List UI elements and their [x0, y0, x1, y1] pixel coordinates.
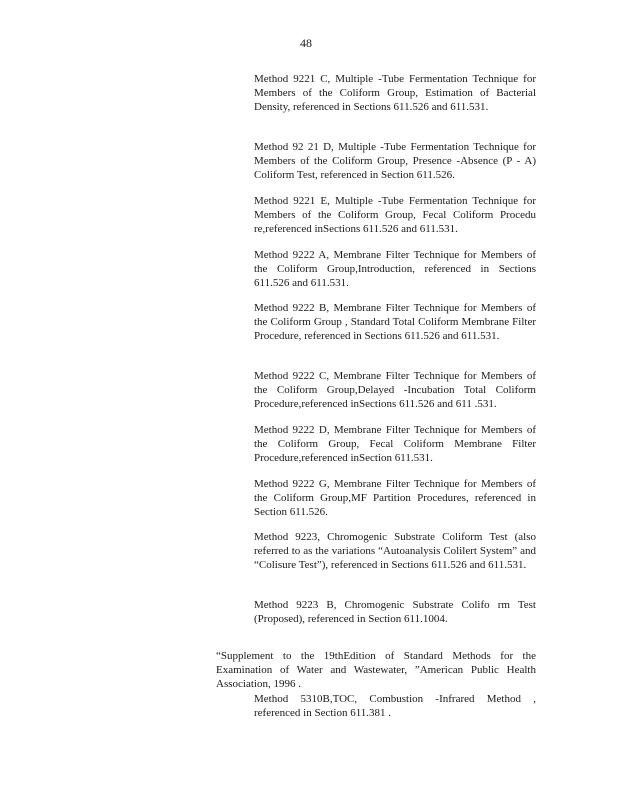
method-entry-9221c: Method 9221 C, Multiple -Tube Fermentation Technique for Members of the Coliform Group, Estimation of Bacterial Density, referenced in Sections 611.526 and 611.531.: [254, 73, 536, 113]
method-entry-9222g: Method 9222 G, Membrane Filter Technique for Members of the Coliform Group,MF Partition Procedures, referenced in Section 611.526.: [254, 478, 536, 518]
method-entry-9222a: Method 9222 A, Membrane Filter Technique for Members of the Coliform Group,Introduction, referenced in Sections 611.526 and 611.531.: [254, 249, 536, 289]
method-entry-9222d: Method 9222 D, Membrane Filter Technique for Members of the Coliform Group, Fecal Coliform Membrane Filter Procedure,referenced inSection 611.531.: [254, 424, 536, 464]
method-entry-9222b: Method 9222 B, Membrane Filter Technique for Members of the Coliform Group , Standard Total Coliform Membrane Filter Procedure, referenced in Sections 611.526 and 611.531.: [254, 302, 536, 342]
method-entry-9223: Method 9223, Chromogenic Substrate Coliform Test (also referred to as the variations “Autoanalysis Colilert System” and “Colisure Test”), referenced in Sections 611.526 and 611.531.: [254, 531, 536, 571]
method-entry-9222c: Method 9222 C, Membrane Filter Technique for Members of the Coliform Group,Delayed -Incubation Total Coliform Procedure,referenced inSections 611.526 and 611 .531.: [254, 370, 536, 410]
method-entry-9221e: Method 9221 E, Multiple -Tube Fermentation Technique for Members of the Coliform Group, Fecal Coliform Procedu re,referenced inSections 611.526 and 611.531.: [254, 195, 536, 235]
method-entry-9221d: Method 92 21 D, Multiple -Tube Fermentation Technique for Members of the Coliform Group, Presence -Absence (P - A) Coliform Test, referenced in Section 611.526.: [254, 141, 536, 181]
method-entry-9223b: Method 9223 B, Chromogenic Substrate Colifo rm Test (Proposed), referenced in Section 611.1004.: [254, 599, 536, 625]
page-number: 48: [300, 36, 312, 50]
method-entry-5310b: Method 5310B,TOC, Combustion -Infrared Method , referenced in Section 611.381 .: [254, 693, 536, 719]
supplement-citation: “Supplement to the 19thEdition of Standard Methods for the Examination of Water and Wastewater, ”American Public Health Association, 1996 .: [216, 650, 536, 690]
